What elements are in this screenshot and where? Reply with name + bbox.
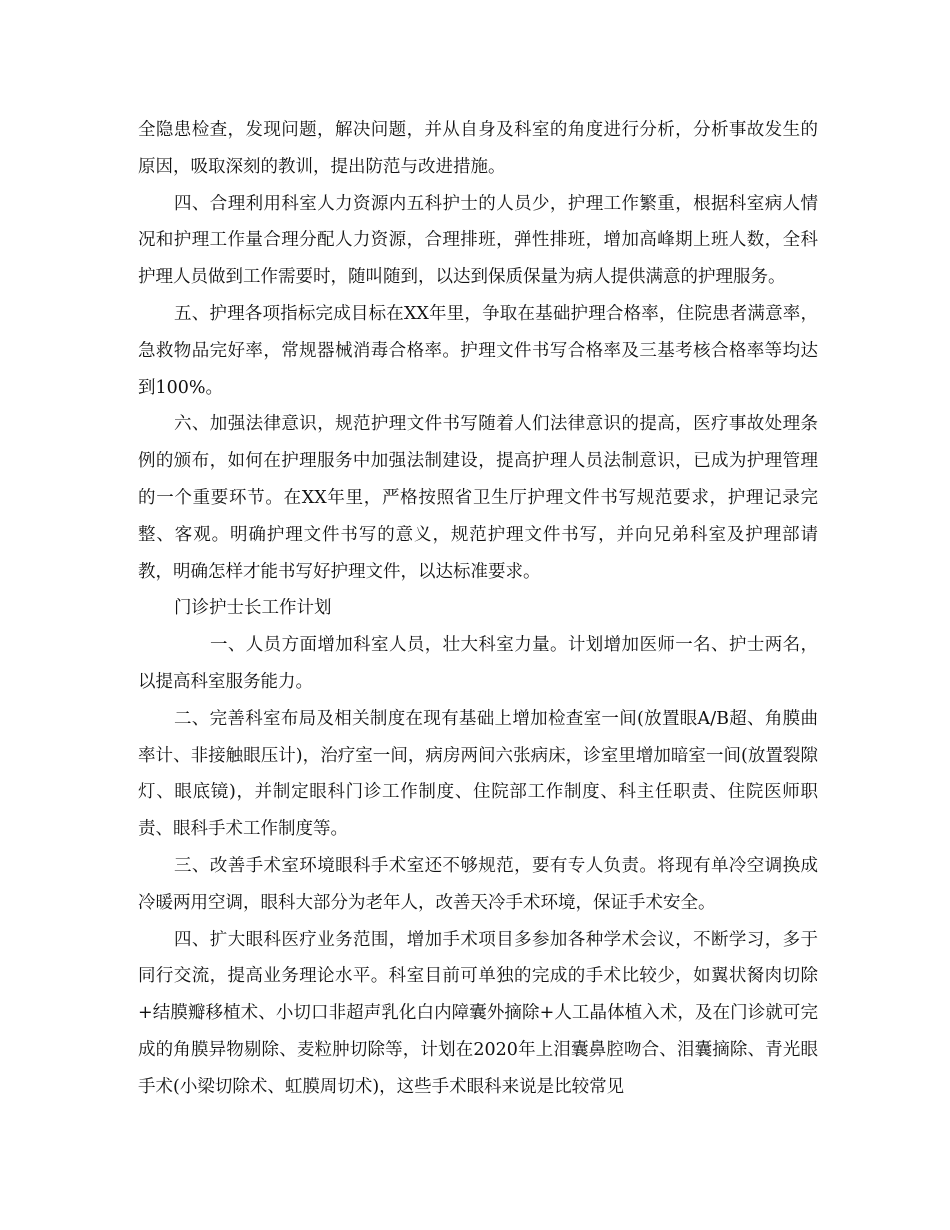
section-title: 门诊护士长工作计划 <box>174 598 332 619</box>
paragraph-continued: 全隐患检查，发现问题，解决问题，并从自身及科室的角度进行分析，分析事故发生的原因，吸取深刻的教训，提出防范与改进措施。 <box>138 120 818 177</box>
paragraph-item-4: 四、合理利用科室人力资源内五科护士的人员少，护理工作繁重，根据科室病人情况和护理工作量合理分配人力资源，合理排班，弹性排班，增加高峰期上班人数，全科护理人员做到工作需要时，随叫随到，以达到保质保量为病人提供满意的护理服务。 <box>138 193 818 288</box>
section-paragraph-4: 四、扩大眼科医疗业务范围，增加手术项目多参加各种学术会议，不断学习，多于同行交流，提高业务理论水平。科室目前可单独的完成的手术比较少，如翼状胬肉切除+结膜瓣移植术、小切口非超声乳化白内障囊外摘除+人工晶体植入术，及在门诊就可完成的角膜异物剔除、麦粒肿切除等，计划在2020年上泪囊鼻腔吻合、泪囊摘除、青光眼手术(小梁切除术、虹膜周切术)，这些手术眼科来说是比较常见 <box>138 929 818 1097</box>
document-page <box>138 112 818 1106</box>
paragraph-item-5: 五、护理各项指标完成目标在XX年里，争取在基础护理合格率，住院患者满意率，急救物品完好率，常规器械消毒合格率。护理文件书写合格率及三基考核合格率等均达到100%。 <box>138 303 818 398</box>
paragraph-item-6: 六、加强法律意识，规范护理文件书写随着人们法律意识的提高，医疗事故处理条例的颁布，如何在护理服务中加强法制建设，提高护理人员法制意识，已成为护理管理的一个重要环节。在XX年里，严格按照省卫生厅护理文件书写规范要求，护理记录完整、客观。明确护理文件书写的意义，规范护理文件书写，并向兄弟科室及护理部请教，明确怎样才能书写好护理文件，以达标准要求。 <box>138 414 818 582</box>
section-paragraph-3: 三、改善手术室环境眼科手术室还不够规范，要有专人负责。将现有单冷空调换成冷暖两用空调，眼科大部分为老年人，改善天冷手术环境，保证手术安全。 <box>138 855 818 913</box>
section-paragraph-2: 二、完善科室布局及相关制度在现有基础上增加检查室一间(放置眼A/B超、角膜曲率计、非接触眼压计)，治疗室一间，病房两间六张病床，诊室里增加暗室一间(放置裂隙灯、眼底镜)，并制定眼科门诊工作制度、住院部工作制度、科主任职责、住院医师职责、眼科手术工作制度等。 <box>138 708 818 840</box>
section-paragraph-1: 一、人员方面增加科室人员，壮大科室力量。计划增加医师一名、护士两名，以提高科室服务能力。 <box>138 635 818 692</box>
